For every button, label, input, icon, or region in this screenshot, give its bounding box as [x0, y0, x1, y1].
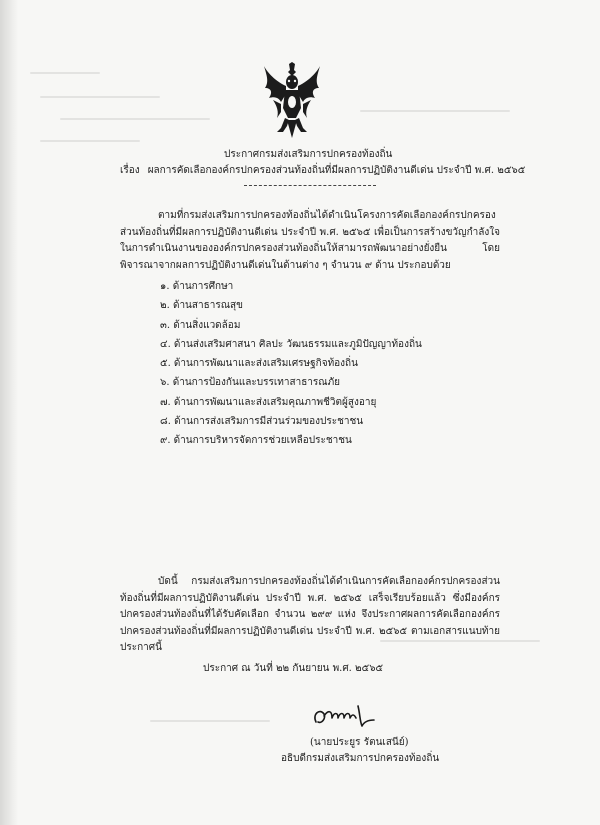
subject-text: ผลการคัดเลือกองค์กรปกครองส่วนท้องถิ่นที่มีผลการปฏิบัติงานดีเด่น ประจำปี พ.ศ. ๒๕๖๕	[147, 165, 526, 176]
announcement-title: ประกาศกรมส่งเสริมการปกครองท้องถิ่น	[224, 149, 393, 160]
list-item: ๗. ด้านการพัฒนาและส่งเสริมคุณภาพชีวิตผู้สูงอายุ	[160, 396, 377, 408]
bleed-through-mark	[40, 140, 140, 142]
dateline: ประกาศ ณ วันที่ ๒๒ กันยายน พ.ศ. ๒๕๖๕	[203, 663, 384, 674]
list-item: ๒. ด้านสาธารณสุข	[160, 300, 243, 312]
subject-line	[120, 164, 525, 177]
list-item: ๔. ด้านส่งเสริมศาสนา ศิลปะ วัฒนธรรมและภูมิปัญญาท้องถิ่น	[160, 338, 422, 350]
bleed-through-mark	[150, 720, 270, 722]
subject-label: เรื่อง	[120, 165, 140, 176]
dashed-divider	[244, 185, 376, 186]
signer-name: (นายประยูร รัตนเสนีย์)	[310, 737, 409, 748]
list-item: ๘. ด้านการส่งเสริมการมีส่วนร่วมของประชาชน	[160, 416, 364, 428]
page-edge-shadow	[0, 0, 18, 825]
list-item: ๓. ด้านสิ่งแวดล้อม	[160, 319, 241, 331]
list-item: ๙. ด้านการบริหารจัดการช่วยเหลือประชาชน	[160, 435, 352, 447]
bleed-through-mark	[60, 118, 210, 120]
conclusion-paragraph: บัดนี้ กรมส่งเสริมการปกครองท้องถิ่นได้ดำเนินการคัดเลือกองค์กรปกครองส่วนท้องถิ่นที่มีผลการปฏิบัติงานดีเด่น ประจำปี พ.ศ. ๒๕๖๕ เสร็จเรียบร้อยแล้ว ซึ่งมีองค์กรปกครองส่วนท้องถิ่นที่ได้รับคัดเลือก จำนวน ๒๙๙ แห่ง จึงประกาศผลการคัดเลือกองค์กรปกครองส่วนท้องถิ่นที่มีผลการปฏิบัติงานดีเด่น ประจำปี พ.ศ. ๒๕๖๕ ตามเอกสารแนบท้ายประกาศนี้	[120, 576, 500, 653]
list-item: ๑. ด้านการศึกษา	[160, 281, 234, 292]
list-item: ๕. ด้านการพัฒนาและส่งเสริมเศรษฐกิจท้องถิ่น	[160, 358, 358, 370]
category-list	[160, 277, 422, 451]
handwritten-signature-icon	[310, 700, 380, 732]
bleed-through-mark	[40, 96, 160, 98]
bleed-through-mark	[30, 72, 100, 74]
signer-title: อธิบดีกรมส่งเสริมการปกครองท้องถิ่น	[281, 753, 440, 764]
intro-paragraph: ตามที่กรมส่งเสริมการปกครองท้องถิ่นได้ดำเนินโครงการคัดเลือกองค์กรปกครองส่วนท้องถิ่นที่มีผลการปฏิบัติงานดีเด่น ประจำปี พ.ศ. ๒๕๖๕ เพื่อเป็นการสร้างขวัญกำลังใจในการดำเนินงานขององค์กรปกครองส่วนท้องถิ่นให้สามารถพัฒนาอย่างยั่งยืน โดยพิจารณาจากผลการปฏิบัติงานดีเด่นในด้านต่าง ๆ จำนวน ๙ ด้าน ประกอบด้วย	[120, 210, 500, 271]
bleed-through-mark	[360, 110, 510, 112]
list-item: ๖. ด้านการป้องกันและบรรเทาสาธารณภัย	[160, 377, 341, 389]
garuda-emblem-icon	[263, 62, 321, 142]
